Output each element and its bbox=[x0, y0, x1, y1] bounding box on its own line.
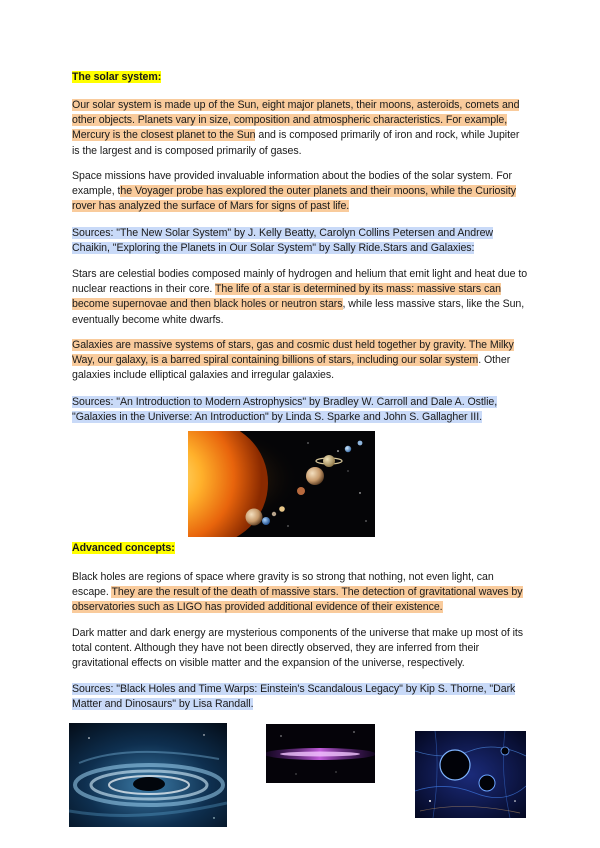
highlight-blue: Sources: "The New Solar System" by J. Kelly Beatty, Carolyn Collins Petersen and Andrew Chaikin, "Exploring the Planets in Our Solar System" by Sally Ride.Stars and Galaxies: bbox=[72, 227, 494, 255]
paragraph-solar-system-intro: Our solar system is made up of the Sun, eight major planets, their moons, asteroids, comets and other objects. Planets vary in size, composition and atmospheric characteristics. For example, Mercury is the closest planet to the Sun and is composed primarily of iron and rock, while Jupiter is the largest and is composed primarily of gases. bbox=[72, 99, 520, 157]
solar-system-illustration bbox=[188, 431, 375, 537]
black-hole-web-image bbox=[415, 731, 526, 818]
sources-stars-galaxies bbox=[72, 395, 528, 425]
paragraph-galaxies: Galaxies are massive systems of stars, gas and cosmic dust held together by gravity. The Milky Way, our galaxy, is a barred spiral containing billions of stars, including our solar system. Other galaxies include elliptical galaxies and irregular galaxies. bbox=[72, 339, 514, 382]
section-heading-solar-system: The solar system: bbox=[72, 71, 162, 83]
highlight-orange: The life of a star is determined by its mass: massive stars can become supernovae and then black holes or neutron stars bbox=[72, 283, 501, 311]
paragraph-dark-matter: Dark matter and dark energy are mysterious components of the universe that make up most of its total content. Although they have not been directly observed, they are inferred from their gravitational effects on visible matter and the expansion of the universe, respectively. bbox=[72, 627, 524, 670]
highlight-blue: Sources: "Black Holes and Time Warps: Einstein's Scandalous Legacy" by Kip S. Thorne, "Dark Matter and Dinosaurs" by Lisa Randall. bbox=[72, 683, 516, 711]
paragraph-space-missions: Space missions have provided invaluable information about the bodies of the solar system. For example, the Voyager probe has explored the outer planets and their moons, while the Curiosity rover has analyzed the surface of Mars for signs of past life. bbox=[72, 170, 517, 213]
paragraph-stars: Stars are celestial bodies composed mainly of hydrogen and helium that emit light and heat due to nuclear reactions in their core. The life of a star is determined by its mass: massive stars can become supernovae and then black holes or neutron stars, while less massive stars, like the Sun, eventually become white dwarfs. bbox=[72, 268, 528, 326]
black-hole-accretion-image bbox=[69, 723, 227, 827]
sources-solar-system bbox=[72, 226, 528, 256]
milky-way-band-image bbox=[266, 724, 375, 783]
highlight-orange: he Voyager probe has explored the outer planets and their moons, while the Curiosity rover has analyzed the surface of Mars for signs of past life bbox=[72, 185, 517, 213]
black-hole-accretion-disk bbox=[69, 723, 227, 827]
milky-way-purple-band bbox=[266, 724, 375, 783]
sources-advanced-concepts bbox=[72, 682, 528, 712]
highlight-orange: They are the result of the death of massive stars. The detection of gravitational waves by observatories such as LIGO has provided additional evidence of their existence. bbox=[72, 586, 523, 614]
black-hole-cosmic-web bbox=[415, 731, 526, 818]
section-heading-advanced-concepts: Advanced concepts: bbox=[72, 542, 175, 554]
highlight-blue: Sources: "An Introduction to Modern Astrophysics" by Bradley W. Carroll and Dale A. Ostlie, "Galaxies in the Universe: An Introduction" by Linda S. Sparke and John S. Gallagher III. bbox=[72, 396, 498, 424]
paragraph-black-holes: Black holes are regions of space where gravity is so strong that nothing, not even light, can escape. They are the result of the death of massive stars. The detection of gravitational waves by observatories such as LIGO has provided additional evidence of their existence. bbox=[72, 571, 523, 614]
solar-system-image bbox=[188, 431, 375, 537]
highlight-orange: Our solar system is made up of the Sun, eight major planets, their moons, asteroids, comets and other objects. Planets vary in size, composition and atmospheric characteristics. For example, Mercury is the closest planet to the Sun bbox=[72, 99, 520, 142]
highlight-orange: Galaxies are massive systems of stars, gas and cosmic dust held together by gravity. The Milky Way, our galaxy, is a barred spiral containing billions of stars, including our solar system bbox=[72, 339, 514, 367]
